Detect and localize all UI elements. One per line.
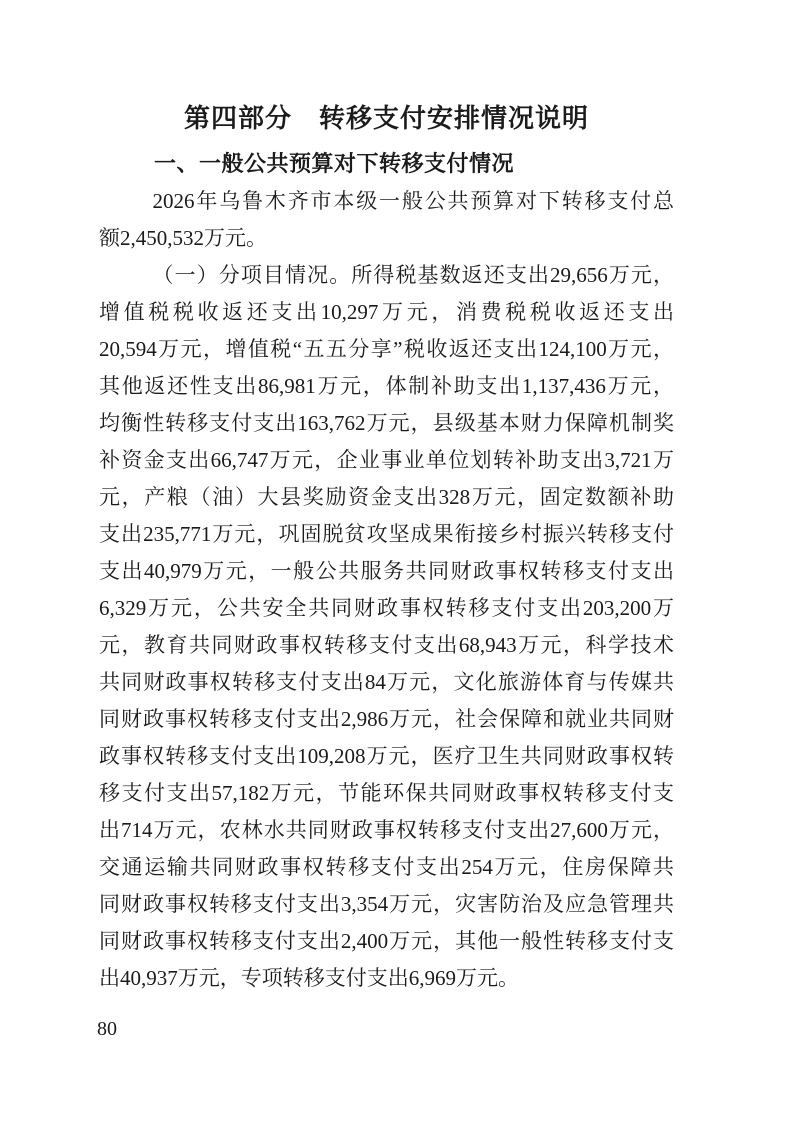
page-number: 80 (97, 1018, 117, 1040)
text-line: 额2,450,532万元。 (99, 226, 267, 250)
text-line: 6,329万元，公共安全共同财政事权转移支付支出203,200万 (99, 596, 674, 620)
text-line: 补资金支出66,747万元，企业事业单位划转补助支出3,721万 (99, 448, 674, 472)
text-line: 同财政事权转移支付支出3,354万元，灾害防治及应急管理共 (99, 892, 674, 916)
document-body (99, 183, 674, 997)
text-line: 增值税税收返还支出10,297万元，消费税税收返还支出 (99, 300, 674, 324)
text-line: 支出40,979万元，一般公共服务共同财政事权转移支付支出 (99, 559, 674, 583)
text-line: 支出235,771万元，巩固脱贫攻坚成果衔接乡村振兴转移支付 (99, 522, 674, 546)
paragraph-total-transfer (99, 183, 674, 257)
paragraph-itemized-transfers (99, 257, 674, 997)
text-line: 交通运输共同财政事权转移支付支出254万元，住房保障共 (99, 855, 674, 879)
text-line: （一）分项目情况。所得税基数返还支出29,656万元， (152, 263, 674, 287)
text-line: 出714万元，农林水共同财政事权转移支付支出27,600万元， (99, 818, 674, 842)
text-line: 元，教育共同财政事权转移支付支出68,943万元，科学技术 (99, 633, 674, 657)
document-title: 第四部分 转移支付安排情况说明 (183, 103, 589, 133)
text-line: 2026年乌鲁木齐市本级一般公共预算对下转移支付总 (152, 189, 674, 213)
text-line: 元，产粮（油）大县奖励资金支出328万元，固定数额补助 (99, 485, 674, 509)
section-heading: 一、一般公共预算对下转移支付情况 (154, 151, 515, 176)
text-line: 其他返还性支出86,981万元，体制补助支出1,137,436万元， (99, 374, 674, 398)
text-line: 共同财政事权转移支付支出84万元，文化旅游体育与传媒共 (99, 670, 674, 694)
text-line: 政事权转移支付支出109,208万元，医疗卫生共同财政事权转 (99, 744, 674, 768)
text-line: 移支付支出57,182万元，节能环保共同财政事权转移支付支 (99, 781, 674, 805)
text-line: 20,594万元，增值税“五五分享”税收返还支出124,100万元， (99, 337, 674, 361)
text-line: 同财政事权转移支付支出2,986万元，社会保障和就业共同财 (99, 707, 674, 731)
text-line: 同财政事权转移支付支出2,400万元，其他一般性转移支付支 (99, 929, 674, 953)
text-line: 均衡性转移支付支出163,762万元，县级基本财力保障机制奖 (99, 411, 674, 435)
text-line: 出40,937万元，专项转移支付支出6,969万元。 (99, 966, 519, 990)
